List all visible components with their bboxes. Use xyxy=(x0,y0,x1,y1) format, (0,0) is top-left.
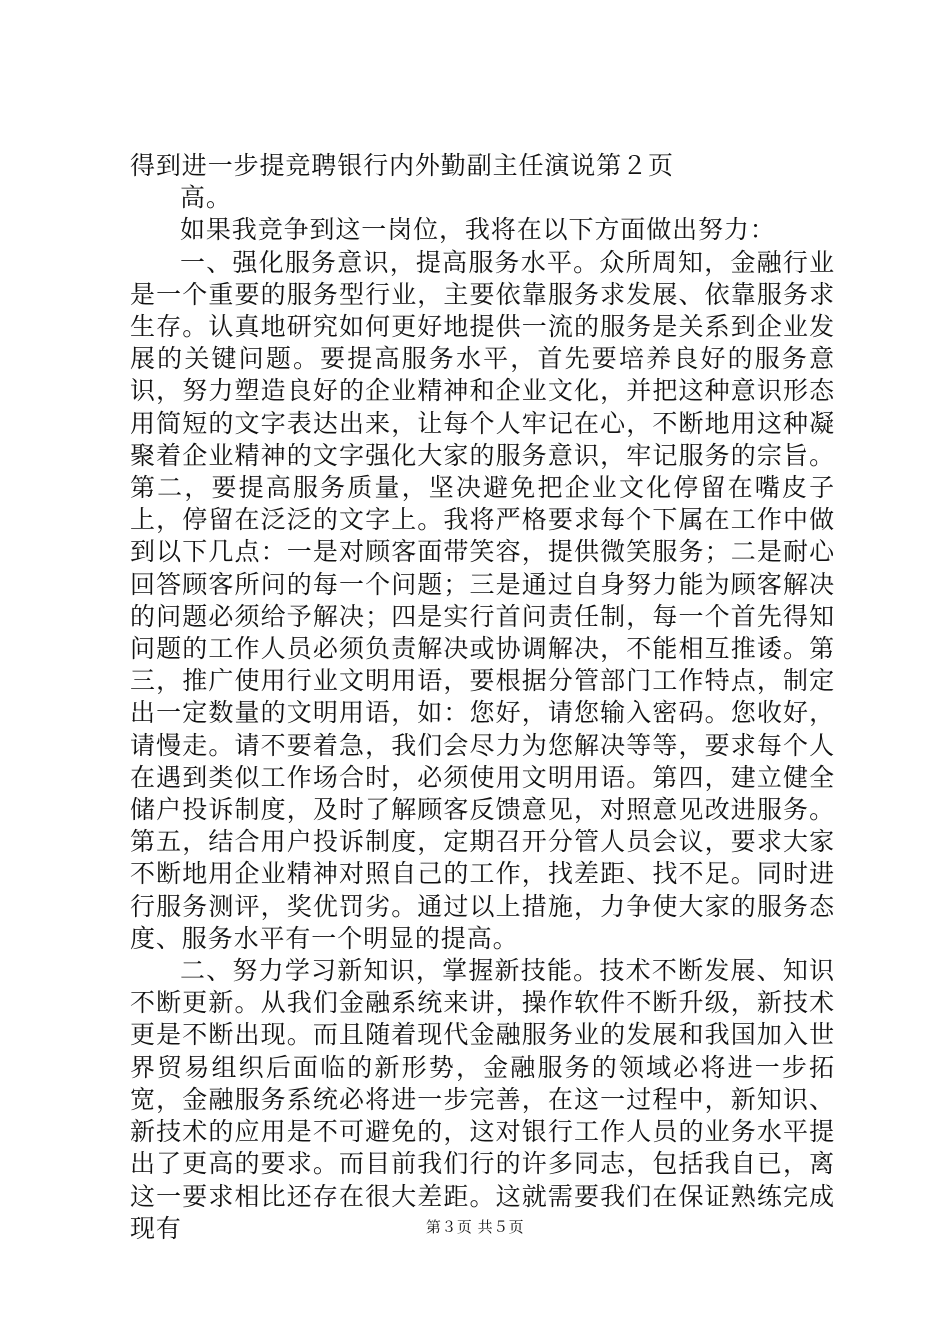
page-footer: 第３页 共５页 xyxy=(425,1218,525,1236)
document-body xyxy=(130,150,835,1245)
paragraph-learning: 二、努力学习新知识，掌握新技能。技术不断发展、知识不断更新。从我们金融系统来讲，操作软件不断升级，新技术更是不断出现。而且随着现代金融服务业的发展和我国加入世界贸易组织后面临的新形势，金融服务的领域必将进一步拓宽，金融服务系统必将进一步完善，在这一过程中，新知识、新技术的应用是不可避免的，这对银行工作人员的业务水平提出了更高的要求。而目前我们行的许多同志，包括我自已，离这一要求相比还存在很大差距。这就需要我们在保证熟练完成现有 xyxy=(130,956,835,1243)
paragraph-intro: 如果我竞争到这一岗位，我将在以下方面做出努力： xyxy=(180,215,776,245)
paragraph-service: 一、强化服务意识，提高服务水平。众所周知，金融行业是一个重要的服务型行业，主要依靠服务求发展、依靠服务求生存。认真地研究如何更好地提供一流的服务是关系到企业发展的关键问题。要提高服务水平，首先要培养良好的服务意识，努力塑造良好的企业精神和企业文化，并把这种意识形态用简短的文字表达出来，让每个人牢记在心，不断地用这种凝聚着企业精神的文字强化大家的服务意识，牢记服务的宗旨。第二，要提高服务质量，坚决避免把企业文化停留在嘴皮子上，停留在泛泛的文字上。我将严格要求每个下属在工作中做到以下几点：一是对顾客面带笑容，提供微笑服务；二是耐心回答顾客所问的每一个问题；三是通过自身努力能为顾客解决的问题必须给予解决；四是实行首问责任制，每一个首先得知问题的工作人员必须负责解决或协调解决，不能相互推诿。第三，推广使用行业文明用语，要根据分管部门工作特点，制定出一定数量的文明用语，如：您好，请您输入密码。您收好，请慢走。请不要着急，我们会尽力为您解决等等，要求每个人在遇到类似工作场合时，必须使用文明用语。第四，建立健全储户投诉制度，及时了解顾客反馈意见，对照意见改进服务。第五，结合用户投诉制度，定期召开分管人员会议，要求大家不断地用企业精神对照自己的工作，找差距、找不足。同时进行服务测评，奖优罚劣。通过以上措施，力争使大家的服务态度、服务水平有一个明显的提高。 xyxy=(130,247,835,953)
heading-line: 得到进一步提竞聘银行内外勤副主任演说第２页 xyxy=(130,151,674,180)
paragraph-continuation: 高。 xyxy=(180,183,232,213)
